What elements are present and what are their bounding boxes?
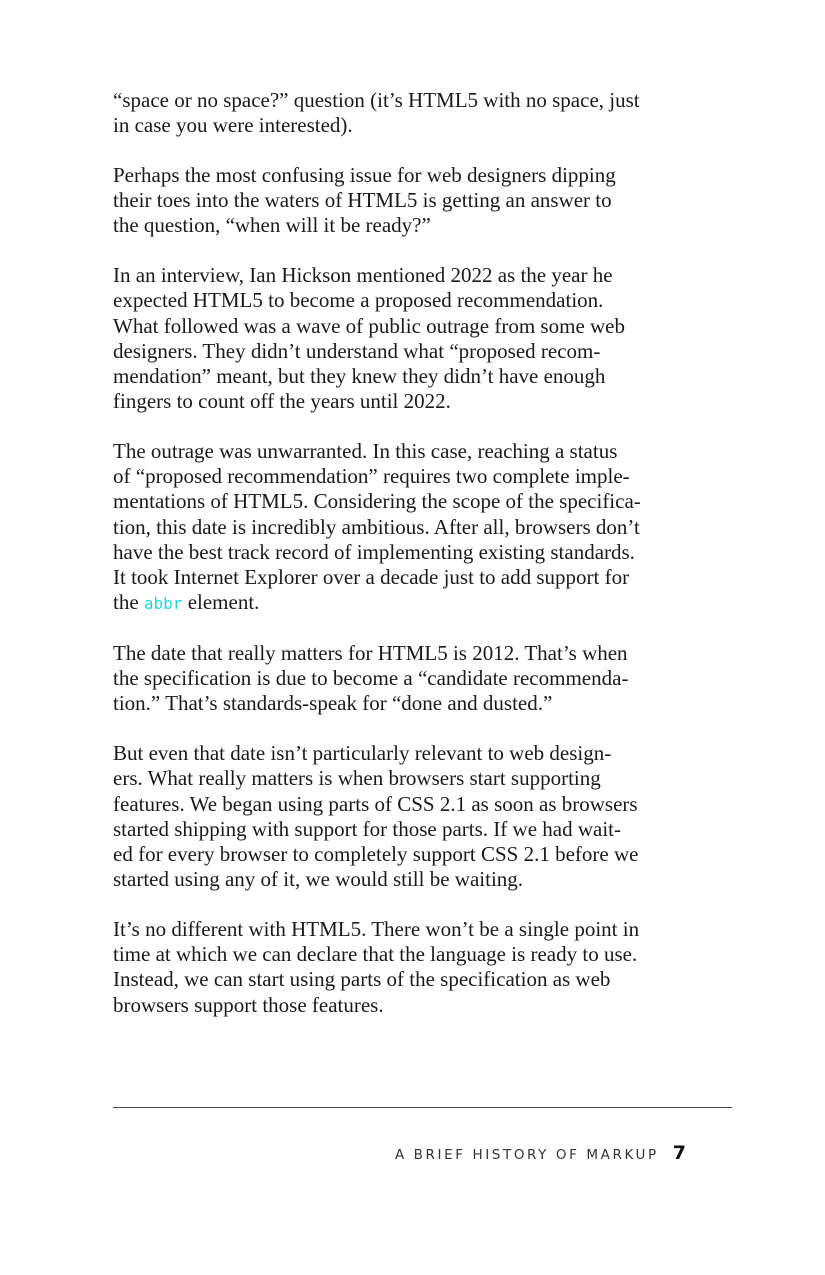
- text-fragment: the: [113, 590, 144, 615]
- text-line: their toes into the waters of HTML5 is getting an answer to: [113, 188, 612, 213]
- text-line: mendation” meant, but they knew they didn’t have enough: [113, 364, 606, 389]
- text-line: have the best track record of implementing existing standards.: [113, 539, 635, 564]
- text-line: The outrage was unwarranted. In this case, reaching a status: [113, 439, 618, 464]
- text-line: the specification is due to become a “candidate recommenda-: [113, 666, 629, 691]
- text-line: browsers support those features.: [113, 992, 384, 1017]
- page-body: [113, 88, 673, 1042]
- text-line: In an interview, Ian Hickson mentioned 2022 as the year he: [113, 263, 613, 288]
- text-line: It took Internet Explorer over a decade just to add support for: [113, 565, 630, 590]
- paragraph-space-question: [113, 88, 673, 138]
- paragraph-ian-hickson: [113, 263, 673, 414]
- paragraph-when-ready: [113, 163, 673, 239]
- text-line: fingers to count off the years until 2022.: [113, 389, 451, 414]
- running-title: A BRIEF HISTORY OF MARKUP: [394, 1147, 659, 1163]
- text-line: designers. They didn’t understand what “proposed recom-: [113, 338, 601, 363]
- text-line: What followed was a wave of public outrage from some web: [113, 313, 625, 338]
- paragraph-browser-support: [113, 741, 673, 892]
- text-line: of “proposed recommendation” requires two complete imple-: [113, 464, 630, 489]
- text-line: started using any of it, we would still be waiting.: [113, 867, 524, 892]
- text-line: Instead, we can start using parts of the specification as web: [113, 967, 611, 992]
- text-line: tion.” That’s standards-speak for “done and dusted.”: [113, 691, 553, 716]
- text-line: in case you were interested).: [113, 113, 353, 138]
- text-line: ed for every browser to completely support CSS 2.1 before we: [113, 842, 639, 867]
- text-line: “space or no space?” question (it’s HTML5 with no space, just: [113, 88, 640, 112]
- text-line: mentations of HTML5. Considering the scope of the specifica-: [113, 489, 641, 514]
- text-line: time at which we can declare that the language is ready to use.: [113, 942, 638, 967]
- text-line-with-code: [113, 590, 673, 616]
- text-line: started shipping with support for those parts. If we had wait-: [113, 816, 621, 841]
- text-line: tion, this date is incredibly ambitious. After all, browsers don’t: [113, 514, 640, 539]
- text-line: Perhaps the most confusing issue for web designers dipping: [113, 163, 616, 187]
- paragraph-outrage: [113, 439, 673, 616]
- paragraph-no-different: [113, 917, 673, 1018]
- text-line: ers. What really matters is when browsers start supporting: [113, 766, 601, 791]
- text-line: But even that date isn’t particularly relevant to web design-: [113, 741, 612, 766]
- code-abbr: abbr: [143, 594, 183, 614]
- paragraph-2012: [113, 641, 673, 717]
- footer-divider: [113, 1107, 732, 1108]
- text-line: The date that really matters for HTML5 is 2012. That’s when: [113, 641, 628, 666]
- text-line: the question, “when will it be ready?”: [113, 213, 431, 238]
- page-number: 7: [672, 1142, 686, 1164]
- running-footer: [395, 1142, 686, 1164]
- text-fragment: element.: [182, 590, 260, 615]
- text-line: It’s no different with HTML5. There won’t be a single point in: [113, 917, 640, 942]
- text-line: features. We began using parts of CSS 2.1 as soon as browsers: [113, 791, 638, 816]
- text-line: expected HTML5 to become a proposed recommendation.: [113, 288, 604, 313]
